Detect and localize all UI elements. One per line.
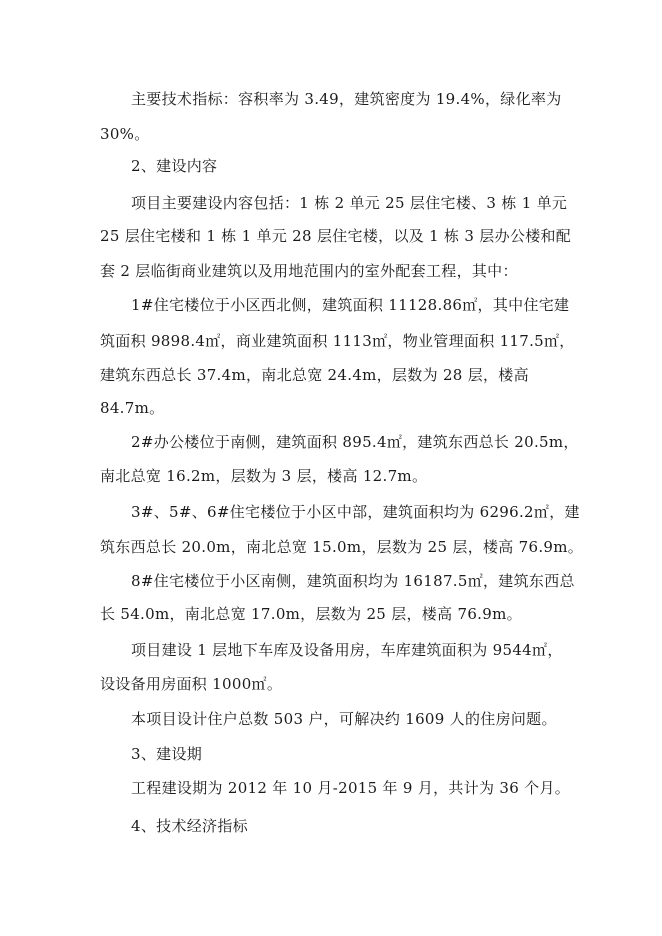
paragraph-line: 3#、5#、6#住宅楼位于小区中部，建筑面积均为 6296.2㎡，建: [131, 503, 580, 521]
paragraph-line: 筑面积 9898.4㎡，商业建筑面积 1113㎡，物业管理面积 117.5㎡，: [100, 332, 575, 350]
paragraph-line: 本项目设计住户总数 503 户，可解决约 1609 人的住房问题。: [131, 710, 557, 728]
paragraph-line: 2#办公楼位于南侧，建筑面积 895.4㎡，建筑东西总长 20.5m，: [131, 433, 579, 451]
section-heading: 4、技术经济指标: [131, 817, 248, 835]
paragraph-line: 8#住宅楼位于小区南侧，建筑面积均为 16187.5㎡，建筑东西总: [131, 572, 575, 590]
paragraph-line: 设设备用房面积 1000㎡。: [100, 675, 283, 693]
section-heading: 2、建设内容: [131, 157, 218, 175]
paragraph-line: 工程建设期为 2012 年 10 月-2015 年 9 月，共计为 36 个月。: [131, 779, 571, 797]
paragraph-line: 套 2 层临街商业建筑以及用地范围内的室外配套工程，其中：: [100, 262, 518, 280]
paragraph-line: 项目主要建设内容包括：1 栋 2 单元 25 层住宅楼、3 栋 1 单元: [131, 194, 568, 212]
paragraph-line: 建筑东西总长 37.4m，南北总宽 24.4m，层数为 28 层，楼高: [100, 366, 529, 384]
paragraph-line: 南北总宽 16.2m，层数为 3 层，楼高 12.7m。: [100, 467, 428, 485]
paragraph-line: 25 层住宅楼和 1 栋 1 单元 28 层住宅楼，以及 1 栋 3 层办公楼和配: [100, 227, 572, 245]
paragraph-line: 84.7m。: [100, 399, 165, 417]
paragraph-line: 主要技术指标：容积率为 3.49，建筑密度为 19.4%，绿化率为: [131, 90, 562, 108]
section-heading: 3、建设期: [131, 745, 203, 763]
paragraph-line: 1#住宅楼位于小区西北侧，建筑面积 11128.86㎡，其中住宅建: [131, 296, 570, 314]
paragraph-line: 30%。: [100, 125, 150, 143]
paragraph-line: 筑东西总长 20.0m，南北总宽 15.0m，层数为 25 层，楼高 76.9m。: [100, 538, 584, 556]
paragraph-line: 项目建设 1 层地下车库及设备用房，车库建筑面积为 9544㎡，: [131, 641, 563, 659]
paragraph-line: 长 54.0m，南北总宽 17.0m，层数为 25 层，楼高 76.9m。: [100, 605, 522, 623]
